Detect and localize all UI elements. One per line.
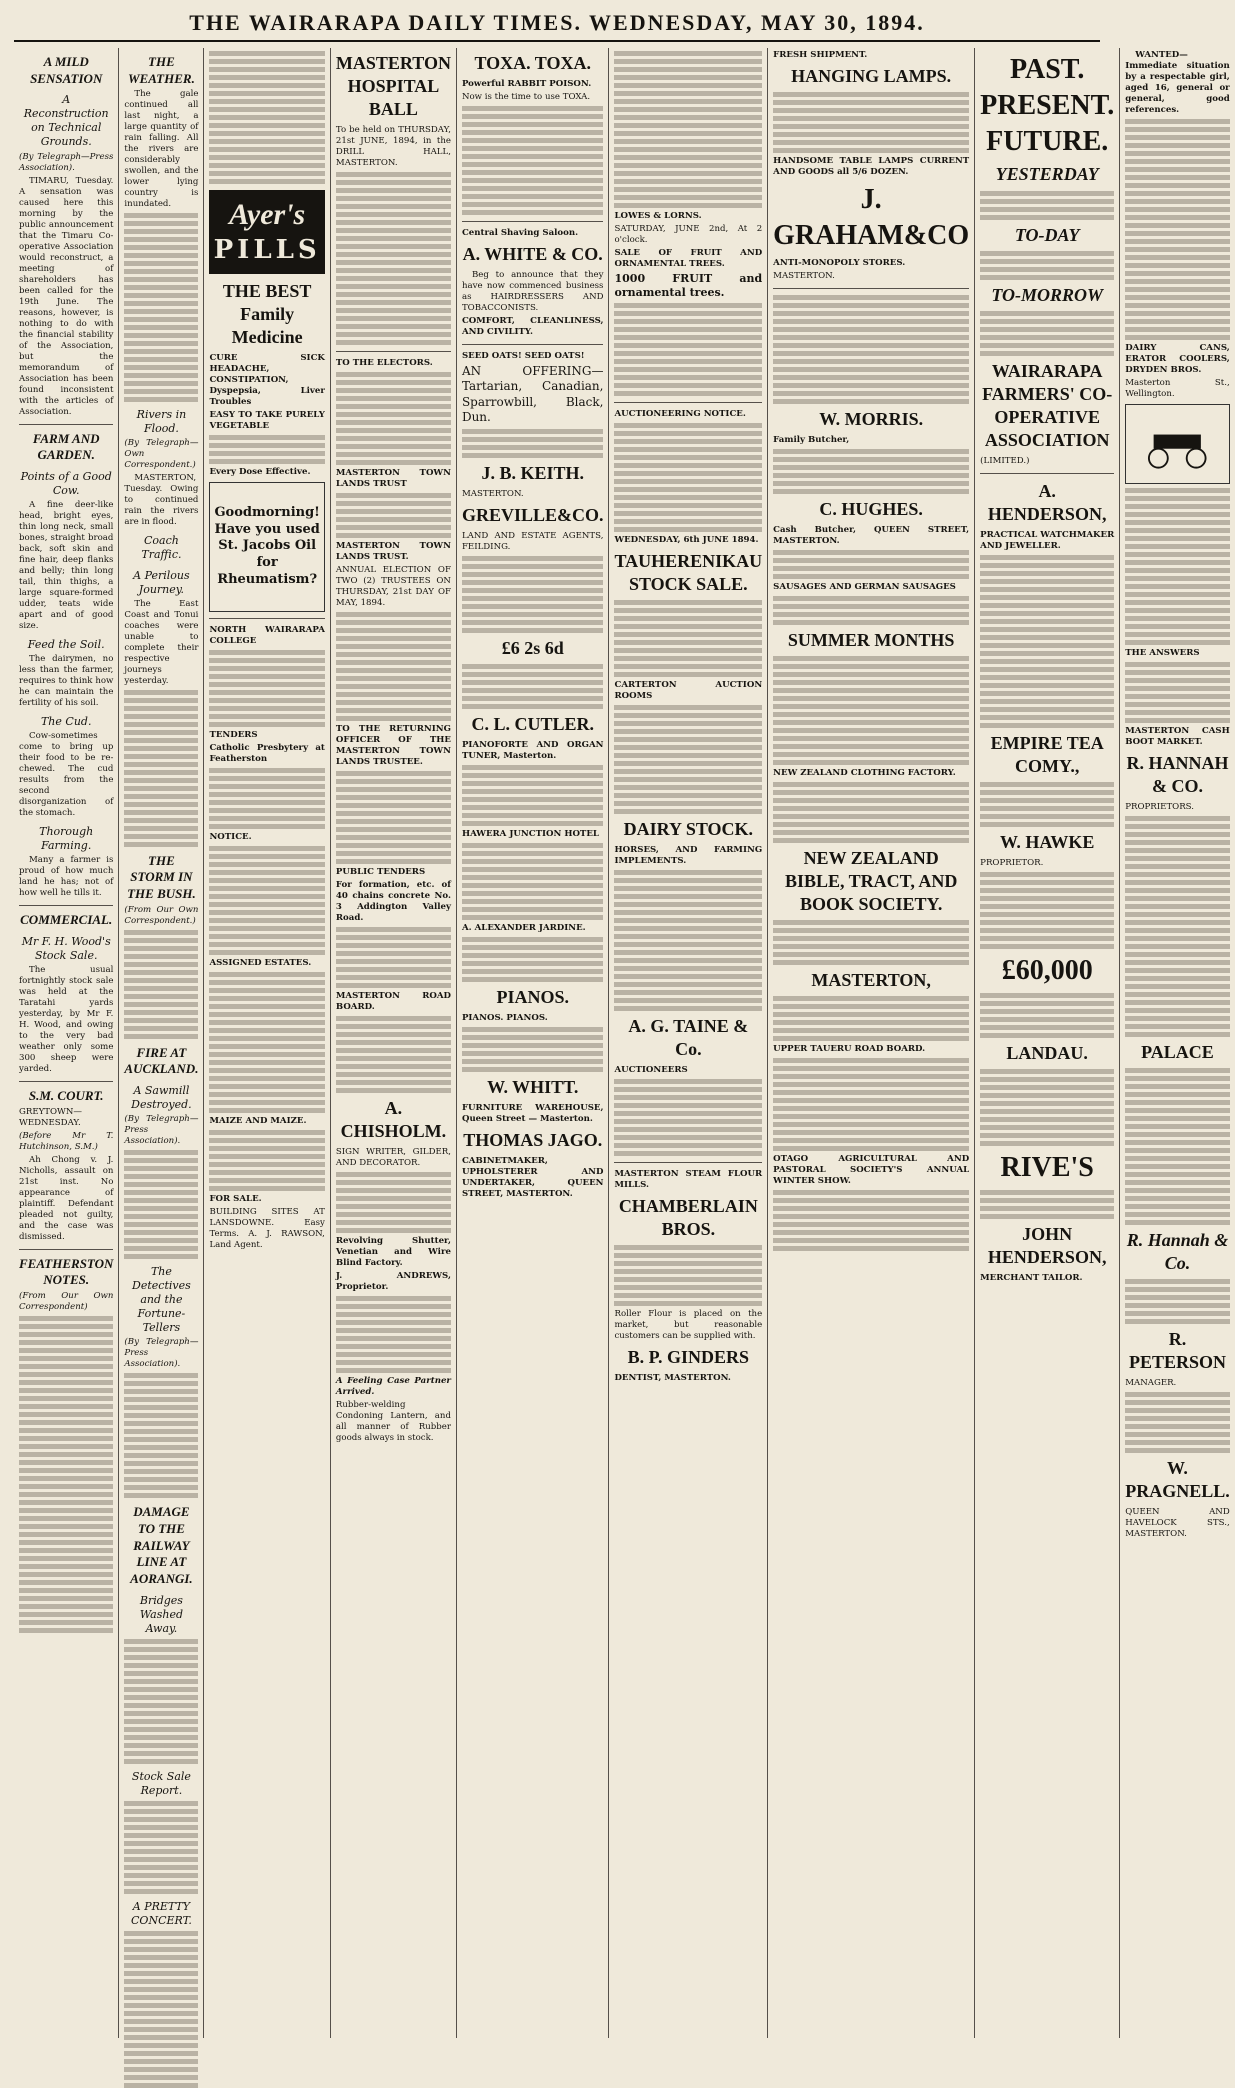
article-title: A MILD SENSATION	[30, 54, 103, 86]
ayers-logo: Ayer's	[229, 198, 306, 231]
advert-text: Now is the time to use TOXA.	[461, 92, 591, 103]
advert-heading: A Feeling Case Partner Arrived.	[335, 1376, 451, 1398]
article-body: TIMARU, Tuesday. A sensation was caused here this morning by the public announcement that the Timaru Co-operative Association would reconstruct, a meeting of shareholders has been called for the 19th June. The reasons, however, is nothing to do with the financial stability of the Association, but the memorandum of Association has been found inconsistent with the articles of Association.	[19, 175, 114, 417]
notice-body: To be held on THURSDAY, 21st JUNE, 1894, in the DRILL HALL, MASTERTON.	[335, 125, 451, 169]
column-3	[204, 48, 330, 2038]
advert-heading: TO-DAY	[1014, 224, 1080, 245]
advert-heading: TOXA. TOXA.	[474, 53, 591, 73]
article-subtitle: Mr F. H. Wood's Stock Sale.	[21, 934, 111, 962]
advert-subtitle: PIANOS. PIANOS.	[461, 1012, 548, 1023]
advert-heading: THE BEST Family Medicine	[222, 280, 312, 347]
advert-heading: A. ALEXANDER JARDINE.	[461, 922, 586, 933]
advert-heading: W. PRAGNELL.	[1125, 1458, 1230, 1502]
advert-heading: TO-MORROW	[991, 284, 1104, 305]
text-filler	[1125, 816, 1230, 1037]
advert-heading: J. GRAHAM&CO	[773, 184, 970, 251]
advert-text: Every Dose Effective.	[209, 466, 311, 477]
advert-heading: NEW ZEALAND BIBLE, TRACT, AND BOOK SOCIETY.	[784, 847, 958, 914]
section-title: COMMERCIAL.	[20, 912, 113, 928]
divider	[462, 344, 604, 345]
advert-text: 1000 FRUIT and ornamental trees.	[614, 272, 763, 300]
article-source: (By Telegraph—Own Correspondent.)	[124, 438, 199, 471]
divider	[19, 424, 113, 425]
text-filler	[773, 1190, 969, 1251]
divider	[614, 1162, 762, 1163]
notice-title: AUCTIONEERING NOTICE.	[614, 409, 746, 420]
advert-subtitle: Powerful RABBIT POISON.	[461, 79, 592, 90]
article-body: Ah Chong v. J. Nicholls, assault on 21st inst. No appearance of plaintiff. Defendant pleaded not guilty, and the case was dismissed.	[19, 1154, 114, 1242]
advert-heading: JOHN HENDERSON,	[987, 1223, 1107, 1267]
advert-heading: A. G. TAINE & Co.	[628, 1016, 749, 1060]
text-filler	[980, 993, 1114, 1038]
divider	[19, 1081, 113, 1082]
text-filler	[336, 1296, 451, 1373]
divider	[462, 221, 604, 222]
advert-text: MASTERTON.	[461, 488, 524, 499]
advert-heading: LANDAU.	[1006, 1042, 1088, 1063]
notice-title: CARTERTON AUCTION ROOMS	[614, 680, 763, 702]
section-title: S.M. COURT.	[28, 1088, 104, 1104]
advert-heading: SEED OATS! SEED OATS!	[461, 351, 585, 362]
advert-text: SIGN WRITER, GILDER, AND DECORATOR.	[335, 1147, 451, 1169]
notice-subtitle: ANNUAL ELECTION OF TWO (2) TRUSTEES ON THURSDAY, 21st DAY OF MAY, 1894.	[335, 565, 451, 609]
advert-heading: C. HUGHES.	[819, 498, 923, 519]
text-filler	[773, 596, 969, 625]
text-filler	[980, 782, 1114, 827]
advert-heading: R. PETERSON	[1128, 1329, 1226, 1373]
notice-title: FOR SALE.	[209, 1193, 262, 1204]
carriage-icon	[1130, 409, 1225, 479]
column-2	[119, 48, 204, 2038]
article-subtitle: Coach Traffic.	[141, 534, 182, 562]
advert-heading: PIANOS.	[496, 986, 569, 1007]
advert-text: (LIMITED.)	[980, 455, 1030, 466]
advert-heading: MASTERTON STEAM FLOUR MILLS.	[614, 1169, 763, 1191]
advert-heading: MASTERTON CASH BOOT MARKET.	[1125, 726, 1230, 747]
advert-heading: DAIRY CANS, ERATOR COOLERS, DRYDEN BROS.	[1125, 343, 1230, 375]
advert-heading: DAIRY STOCK.	[623, 819, 754, 840]
notice-subtitle: For formation, etc. of 40 chains concrete No. 3 Addington Valley Road.	[335, 880, 451, 924]
text-filler	[462, 556, 604, 633]
ayers-pills-advert	[209, 190, 324, 274]
advert-heading: C. L. CUTLER.	[471, 713, 594, 734]
advert-heading: £60,000	[1001, 954, 1093, 986]
notice-subtitle: Catholic Presbytery at Featherston	[209, 742, 325, 764]
text-filler	[773, 449, 969, 494]
column-9	[1120, 48, 1235, 2038]
text-filler	[614, 705, 762, 814]
advert-heading: MASTERTON HOSPITAL BALL	[335, 53, 451, 120]
advert-text: FURNITURE WAREHOUSE, Queen Street — Masterton.	[461, 1102, 604, 1124]
text-filler	[336, 1016, 451, 1093]
article-subtitle: The Detectives and the Fortune-Tellers	[132, 1265, 191, 1335]
st-jacobs-oil-advert	[209, 482, 324, 612]
notice-title: OTAGO AGRICULTURAL AND PASTORAL SOCIETY'S ANNUAL WINTER SHOW.	[773, 1153, 970, 1186]
text-filler	[614, 303, 762, 396]
column-7	[768, 48, 975, 2038]
article-subtitle: Thorough Farming.	[39, 825, 94, 853]
notice-title: MASTERTON TOWN LANDS TRUST	[335, 468, 451, 490]
advert-heading: SUMMER MONTHS	[787, 629, 955, 650]
advert-heading: WAIRARAPA FARMERS' CO-OPERATIVE ASSOCIATION	[982, 360, 1113, 450]
text-filler	[980, 191, 1114, 220]
article-source: (From Our Own Correspondent)	[19, 1290, 114, 1312]
advert-heading: CHAMBERLAIN BROS.	[618, 1196, 758, 1240]
text-filler	[209, 846, 324, 955]
notice-title: PUBLIC TENDERS	[335, 867, 426, 878]
advert-heading: RIVE'S	[1000, 1151, 1094, 1183]
advert-text: MERCHANT TAILOR.	[980, 1272, 1083, 1283]
price-display: £6 2s 6d	[501, 637, 564, 658]
article-body: Cow-sometimes come to bring up their food to be re-chewed. The cud results from the second disorganization of the stomach.	[19, 731, 114, 819]
text-filler	[209, 650, 324, 727]
masthead-title: THE WAIRARAPA DAILY TIMES. WEDNESDAY, MAY 30, 1894.	[14, 10, 1100, 42]
divider	[980, 473, 1114, 474]
text-filler	[209, 51, 324, 184]
text-filler	[614, 1079, 762, 1156]
text-filler	[124, 1373, 198, 1498]
advert-subtitle: ANTI-MONOPOLY STORES.	[773, 257, 906, 268]
text-filler	[773, 1058, 969, 1151]
text-filler	[980, 1069, 1114, 1146]
text-filler	[614, 600, 762, 677]
section-title: DAMAGE TO THE RAILWAY LINE AT AORANGI.	[130, 1504, 193, 1586]
notice-body: BUILDING SITES AT LANSDOWNE. Easy Terms. A. J. RAWSON, Land Agent.	[209, 1206, 325, 1250]
advert-text: MANAGER.	[1125, 1378, 1177, 1389]
advert-subtitle: SAUSAGES AND GERMAN SAUSAGES	[773, 581, 956, 592]
notice-title: MAIZE AND MAIZE.	[209, 1115, 307, 1126]
advert-text: SALE OF FRUIT AND ORNAMENTAL TREES.	[614, 248, 763, 269]
advert-text: MASTERTON.	[773, 270, 835, 281]
article-source: (Before Mr T. Hutchinson, S.M.)	[19, 1130, 114, 1152]
advert-text: EASY TO TAKE PURELY VEGETABLE	[209, 409, 325, 431]
horse-carriage-illustration	[1125, 404, 1230, 484]
text-filler	[773, 996, 969, 1041]
divider	[19, 905, 113, 906]
advert-heading: W. WHITT.	[487, 1076, 579, 1097]
text-filler	[124, 1639, 198, 1764]
text-filler	[124, 1150, 198, 1259]
text-filler	[336, 372, 451, 465]
text-filler	[1125, 1392, 1230, 1453]
advert-heading: NEW ZEALAND CLOTHING FACTORY.	[773, 767, 956, 778]
text-filler	[209, 768, 324, 829]
text-filler	[773, 782, 969, 843]
text-filler	[462, 937, 604, 982]
section-title: FEATHERSTON NOTES.	[19, 1255, 114, 1288]
article-subtitle: A PRETTY CONCERT.	[131, 1899, 192, 1927]
advert-heading: THOMAS JAGO.	[463, 1129, 603, 1150]
text-filler	[462, 664, 604, 709]
text-filler	[980, 311, 1114, 356]
article-body: The dairymen, no less than the farmer, requires to think how he can maintain the fertility of his soil.	[19, 654, 114, 709]
advert-heading: EMPIRE TEA COMY.,	[990, 732, 1104, 776]
advert-text: PRACTICAL WATCHMAKER AND JEWELLER.	[980, 529, 1115, 551]
text-filler	[336, 1172, 451, 1233]
text-filler	[1125, 1068, 1230, 1225]
divider	[336, 351, 451, 352]
article-body: The usual fortnightly stock sale was held at the Taratahi yards yesterday, by Mr F. H. Wood, and owing to the very bad weather only some 300 sheep were yarded.	[19, 965, 114, 1075]
advert-heading: GREVILLE&CO.	[461, 504, 604, 525]
text-filler	[462, 1027, 604, 1072]
advert-heading: TAUHERENIKAU STOCK SALE.	[614, 551, 763, 595]
article-body: The East Coast and Tonui coaches were unable to complete their respective journeys yesterday.	[124, 598, 199, 686]
text-filler	[980, 1190, 1114, 1219]
article-body: A fine deer-like head, bright eyes, thin long neck, small bones, straight broad back, soft skin and fine hair, deep flanks and belly; thin long tail, thin thighs, a large square-formed udder, teats wide apart and of good size.	[19, 499, 114, 631]
text-filler	[773, 656, 969, 765]
advert-subtitle: Central Shaving Saloon.	[461, 228, 579, 239]
advert-text: QUEEN AND HAVELOCK STS., MASTERTON.	[1125, 1507, 1230, 1540]
article-source: (By Telegraph—Press Association).	[124, 1337, 199, 1370]
notice-title: MASTERTON ROAD BOARD.	[335, 991, 451, 1013]
advert-heading: A. HENDERSON,	[987, 480, 1107, 524]
article-subtitle: A Sawmill Destroyed.	[131, 1083, 192, 1111]
advert-text: Goodmorning! Have you used St. Jacobs Oil for Rheumatism?	[214, 505, 320, 587]
text-filler	[614, 870, 762, 1011]
advert-text: PROPRIETORS.	[1125, 802, 1194, 813]
article-source: (By Telegraph—Press Association).	[19, 151, 114, 173]
advert-heading: PAST. PRESENT. FUTURE.	[980, 54, 1115, 157]
text-filler	[19, 1316, 113, 1633]
column-1	[14, 48, 119, 2038]
text-filler	[209, 1130, 324, 1191]
pills-logo: PILLS	[213, 235, 321, 266]
divider	[19, 1249, 113, 1250]
advert-subtitle: SATURDAY, JUNE 2nd, At 2 o'clock.	[614, 224, 763, 245]
text-filler	[336, 927, 451, 988]
notice-title: NORTH WAIRARAPA COLLEGE	[209, 624, 325, 646]
advert-text: PIANOFORTE AND ORGAN TUNER, Masterton.	[461, 739, 604, 761]
text-filler	[773, 920, 969, 965]
article-subtitle: A Reconstruction on Technical Grounds.	[23, 93, 109, 149]
advert-text: AN OFFERING— Tartarian, Canadian, Sparrowbill, Black, Dun.	[461, 364, 604, 425]
advert-text: CURE SICK HEADACHE, CONSTIPATION, Dyspepsia, Liver Troubles	[209, 352, 325, 407]
advert-text: Roller Flour is placed on the market, but reasonable customers can be supplied with.	[614, 1309, 763, 1342]
section-title: FIRE AT AUCKLAND.	[124, 1044, 199, 1077]
advert-heading: MASTERTON,	[811, 969, 931, 990]
text-filler	[209, 435, 324, 464]
advert-text: COMFORT, CLEANLINESS, AND CIVILITY.	[461, 316, 604, 338]
notice-title: TO THE RETURNING OFFICER OF THE MASTERTON TOWN LANDS TRUSTEE.	[335, 724, 451, 768]
advert-text: DENTIST, MASTERTON.	[614, 1373, 731, 1384]
text-filler	[614, 423, 762, 532]
advert-heading: LOWES & LORNS.	[614, 211, 702, 221]
advert-text: Rubber-welding Condoning Lantern, and all manner of Rubber goods always in stock.	[335, 1400, 451, 1444]
text-filler	[124, 930, 198, 1039]
notice-title: WEDNESDAY, 6th JUNE 1894.	[614, 535, 759, 546]
text-filler	[773, 295, 969, 404]
advert-heading: J. B. KEITH.	[481, 462, 584, 483]
divider	[209, 618, 324, 619]
text-filler	[773, 550, 969, 579]
text-filler	[614, 1245, 762, 1306]
text-filler	[980, 251, 1114, 280]
advert-heading: W. MORRIS.	[819, 408, 924, 429]
advert-heading: HANGING LAMPS.	[791, 66, 952, 86]
advert-heading: Revolving Shutter, Venetian and Wire Blind Factory.	[335, 1236, 451, 1269]
advert-text: LAND AND ESTATE AGENTS, FEILDING.	[461, 530, 604, 552]
column-5	[457, 48, 610, 2038]
section-title: FARM AND GARDEN.	[32, 430, 100, 463]
text-filler	[124, 213, 198, 402]
advert-heading: B. P. GINDERS	[627, 1347, 750, 1368]
text-filler	[1125, 662, 1230, 723]
notice-title: MASTERTON TOWN LANDS TRUST.	[335, 541, 451, 563]
notice-title: TO THE ELECTORS.	[335, 358, 433, 369]
advert-text: Masterton St., Wellington.	[1125, 378, 1230, 399]
advert-subtitle: AUCTIONEERS	[614, 1065, 688, 1076]
text-filler	[124, 1801, 198, 1894]
columns	[14, 48, 1230, 2038]
article-body: MASTERTON, Tuesday. Owing to continued rain the rivers are in flood.	[124, 473, 199, 528]
advert-subtitle: HORSES, AND FARMING IMPLEMENTS.	[614, 845, 763, 867]
advert-heading: R. HANNAH & CO.	[1126, 753, 1229, 797]
text-filler	[614, 51, 762, 208]
text-filler	[462, 106, 604, 215]
article-subtitle: Points of a Good Cow.	[20, 469, 112, 497]
advert-heading: W. HAWKE	[1000, 831, 1095, 852]
text-filler	[1125, 1279, 1230, 1324]
advert-text: Beg to announce that they have now commenced business as HAIRDRESSERS AND TOBACCONISTS.	[461, 270, 604, 314]
text-filler	[462, 429, 604, 458]
advert-text: Family Butcher,	[773, 434, 850, 445]
column-6	[609, 48, 768, 2038]
article-subtitle: A Perilous Journey.	[133, 568, 190, 596]
article-subtitle: Bridges Washed Away.	[139, 1593, 184, 1635]
text-filler	[462, 765, 604, 826]
divider	[773, 288, 969, 289]
advert-heading: YESTERDAY	[995, 164, 1099, 185]
advert-heading: A. CHISHOLM.	[340, 1098, 447, 1142]
text-filler	[336, 771, 451, 864]
column-8	[975, 48, 1120, 2038]
text-filler	[336, 493, 451, 538]
article-body: Many a farmer is proud of how much land he has; not of how well he tills it.	[19, 855, 114, 899]
article-subtitle: Rivers in Flood.	[136, 408, 187, 436]
text-filler	[980, 555, 1114, 728]
text-filler	[773, 92, 969, 153]
advert-text: PROPRIETOR.	[980, 857, 1044, 868]
text-filler	[1125, 488, 1230, 645]
text-filler	[980, 872, 1114, 949]
notice-title: UPPER TAUERU ROAD BOARD.	[773, 1043, 926, 1054]
advert-text: HANDSOME TABLE LAMPS CURRENT AND GOODS all 5/6 DOZEN.	[773, 156, 970, 178]
advert-heading: PALACE	[1141, 1042, 1214, 1063]
article-source: (By Telegraph—Press Association).	[124, 1114, 199, 1146]
text-filler	[1125, 119, 1230, 340]
text-filler	[462, 843, 604, 920]
advert-heading: A. WHITE & CO.	[462, 244, 603, 265]
notice-title: TENDERS	[209, 729, 258, 740]
article-subtitle: Stock Sale Report.	[131, 1769, 191, 1797]
text-filler	[124, 1931, 198, 2088]
advert-subtitle: FRESH SHIPMENT.	[773, 50, 868, 60]
advert-heading: HAWERA JUNCTION HOTEL	[461, 828, 599, 839]
text-filler	[336, 172, 451, 345]
notice-title: ASSIGNED ESTATES.	[209, 957, 312, 968]
notice-title: NOTICE.	[209, 831, 252, 842]
section-title: THE WEATHER.	[128, 54, 195, 86]
article-body: The gale continued all last night, a large quantity of rain falling. All the rivers are considerably swollen, and the lower lying country is inundated.	[124, 89, 199, 210]
column-4	[331, 48, 457, 2038]
article-subtitle: GREYTOWN—WEDNESDAY.	[19, 1106, 83, 1128]
text-filler	[124, 690, 198, 847]
classified-advert: WANTED—Immediate situation by a respectable girl, aged 16, general or general, good references.	[1125, 50, 1230, 115]
advert-text: CABINETMAKER, UPHOLSTERER AND UNDERTAKER, QUEEN STREET, MASTERTON.	[461, 1155, 604, 1199]
article-source: (From Our Own Correspondent.)	[124, 904, 199, 926]
section-title: THE STORM IN THE BUSH.	[127, 852, 196, 901]
advert-heading: R. Hannah & Co.	[1126, 1230, 1229, 1274]
article-subtitle: Feed the Soil.	[27, 637, 105, 651]
text-filler	[209, 972, 324, 1113]
text-filler	[336, 612, 451, 721]
advert-text: J. ANDREWS, Proprietor.	[335, 1271, 451, 1293]
article-subtitle: The Cud.	[40, 715, 92, 729]
divider	[614, 402, 762, 403]
advert-heading: THE ANSWERS	[1125, 648, 1200, 658]
advert-text: Cash Butcher, QUEEN STREET, MASTERTON.	[773, 524, 970, 546]
